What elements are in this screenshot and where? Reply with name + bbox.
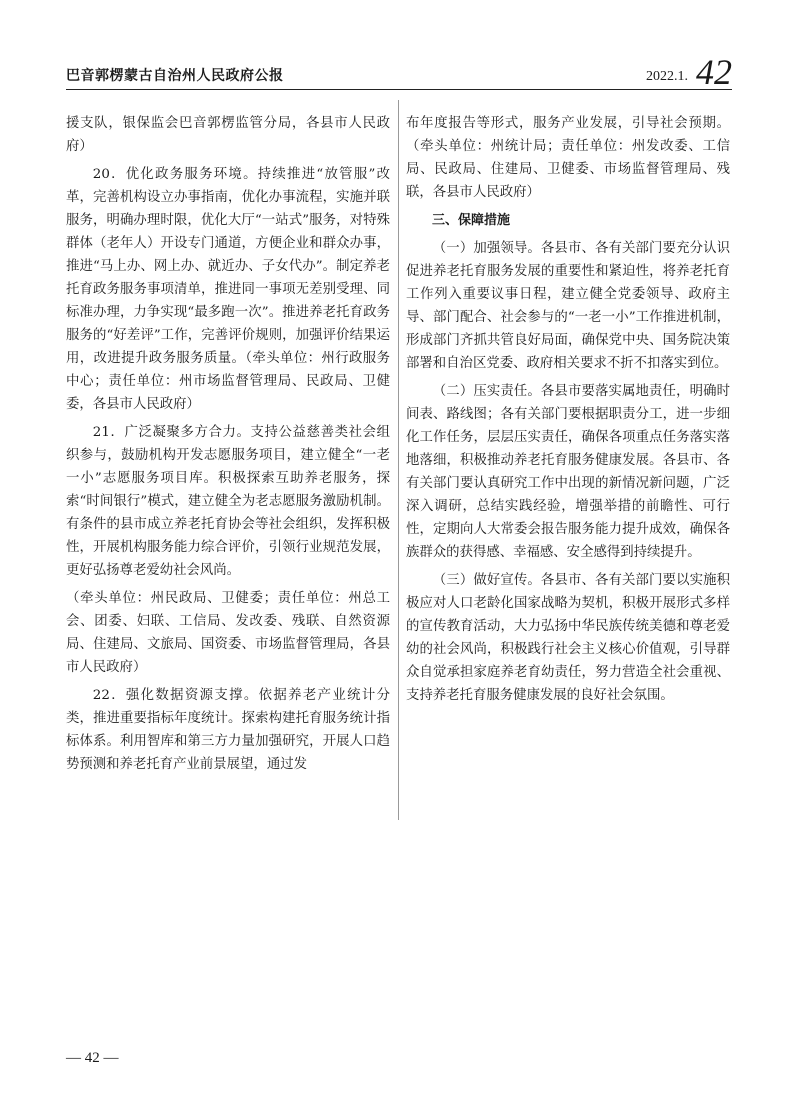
paragraph: （三）做好宣传。各县市、各有关部门要以实施积极应对人口老龄化国家战略为契机，积极开展形式多样的宣传教育活动，大力弘扬中华民族传统美德和尊老爱幼的社会风尚，积极践行社会主义核心价值观，引导群众自觉承担家庭养老育幼责任，努力营造全社会重视、支持养老托育服务健康发展的良好社会氛围。 xyxy=(406,573,730,703)
column-divider xyxy=(398,100,399,820)
paragraph: 援支队，银保监会巴音郭楞监管分局，各县市人民政府） xyxy=(66,116,390,154)
left-column xyxy=(66,112,390,781)
page-number: — 42 — xyxy=(66,1050,119,1066)
header-rule xyxy=(66,89,732,90)
issue-number: 42 xyxy=(696,52,732,92)
paragraph: （二）压实责任。各县市要落实属地责任，明确时间表、路线图；各有关部门要根据职责分工，进一步细化工作任务，层层压实责任，确保各项重点任务落实落地落细，积极推动养老托育服务健康发展。各县市、各有关部门要认真研究工作中出现的新情况新问题，广泛深入调研，总结实践经验，增强举措的前瞻性、可行性，定期向人大常委会报告服务能力提升成效，确保各族群众的获得感、幸福感、安全感得到持续提升。 xyxy=(406,384,730,560)
paragraph: 22．强化数据资源支撑。依据养老产业统计分类，推进重要指标年度统计。探索构建托育服务统计指标体系。利用智库和第三方力量加强研究，开展人口趋势预测和养老托育产业前景展望，通过发 xyxy=(66,688,390,772)
right-column xyxy=(406,112,730,712)
section-heading: 三、保障措施 xyxy=(432,213,511,228)
paragraph: 21．广泛凝聚多方合力。支持公益慈善类社会组织参与，鼓励机构开发志愿服务项目，建立健全“一老一小”志愿服务项目库。积极探索互助养老服务，探索“时间银行”模式，建立健全为老志愿服务激励机制。有条件的县市成立养老托育协会等社会组织，发挥积极性，开展机构服务能力综合评价，引领行业规范发展，更好弘扬尊老爱幼社会风尚。 xyxy=(66,425,390,578)
gazette-title: 巴音郭楞蒙古自治州人民政府公报 xyxy=(66,68,284,84)
paragraph: 20．优化政务服务环境。持续推进“放管服”改革，完善机构设立办事指南，优化办事流程，实施并联服务，明确办理时限，优化大厅“一站式”服务，对特殊群体（老年人）开设专门通道，方便企业和群众办事，推进“马上办、网上办、就近办、子女代办”。制定养老托育政务服务事项清单，推进同一事项无差别受理、同标准办理，力争实现“最多跑一次”。推进养老托育政务服务的“好差评”工作，完善评价规则，加强评价结果运用，改进提升政务服务质量。（牵头单位：州行政服务中心；责任单位：州市场监督管理局、民政局、卫健委，各县市人民政府） xyxy=(66,167,390,412)
page-header xyxy=(66,52,732,92)
issue-date: 2022.1. xyxy=(646,69,688,84)
paragraph: 布年度报告等形式，服务产业发展，引导社会预期。（牵头单位：州统计局；责任单位：州发改委、工信局、民政局、住建局、卫健委、市场监督管理局、残联，各县市人民政府） xyxy=(406,116,730,200)
paragraph: （一）加强领导。各县市、各有关部门要充分认识促进养老托育服务发展的重要性和紧迫性，将养老托育工作列入重要议事日程，建立健全党委领导、政府主导、部门配合、社会参与的“一老一小”工作推进机制，形成部门齐抓共管良好局面，确保党中央、国务院决策部署和自治区党委、政府相关要求不折不扣落实到位。 xyxy=(406,241,730,371)
paragraph: （牵头单位：州民政局、卫健委；责任单位：州总工会、团委、妇联、工信局、发改委、残联、自然资源局、住建局、文旅局、国资委、市场监督管理局，各县市人民政府） xyxy=(66,591,390,675)
